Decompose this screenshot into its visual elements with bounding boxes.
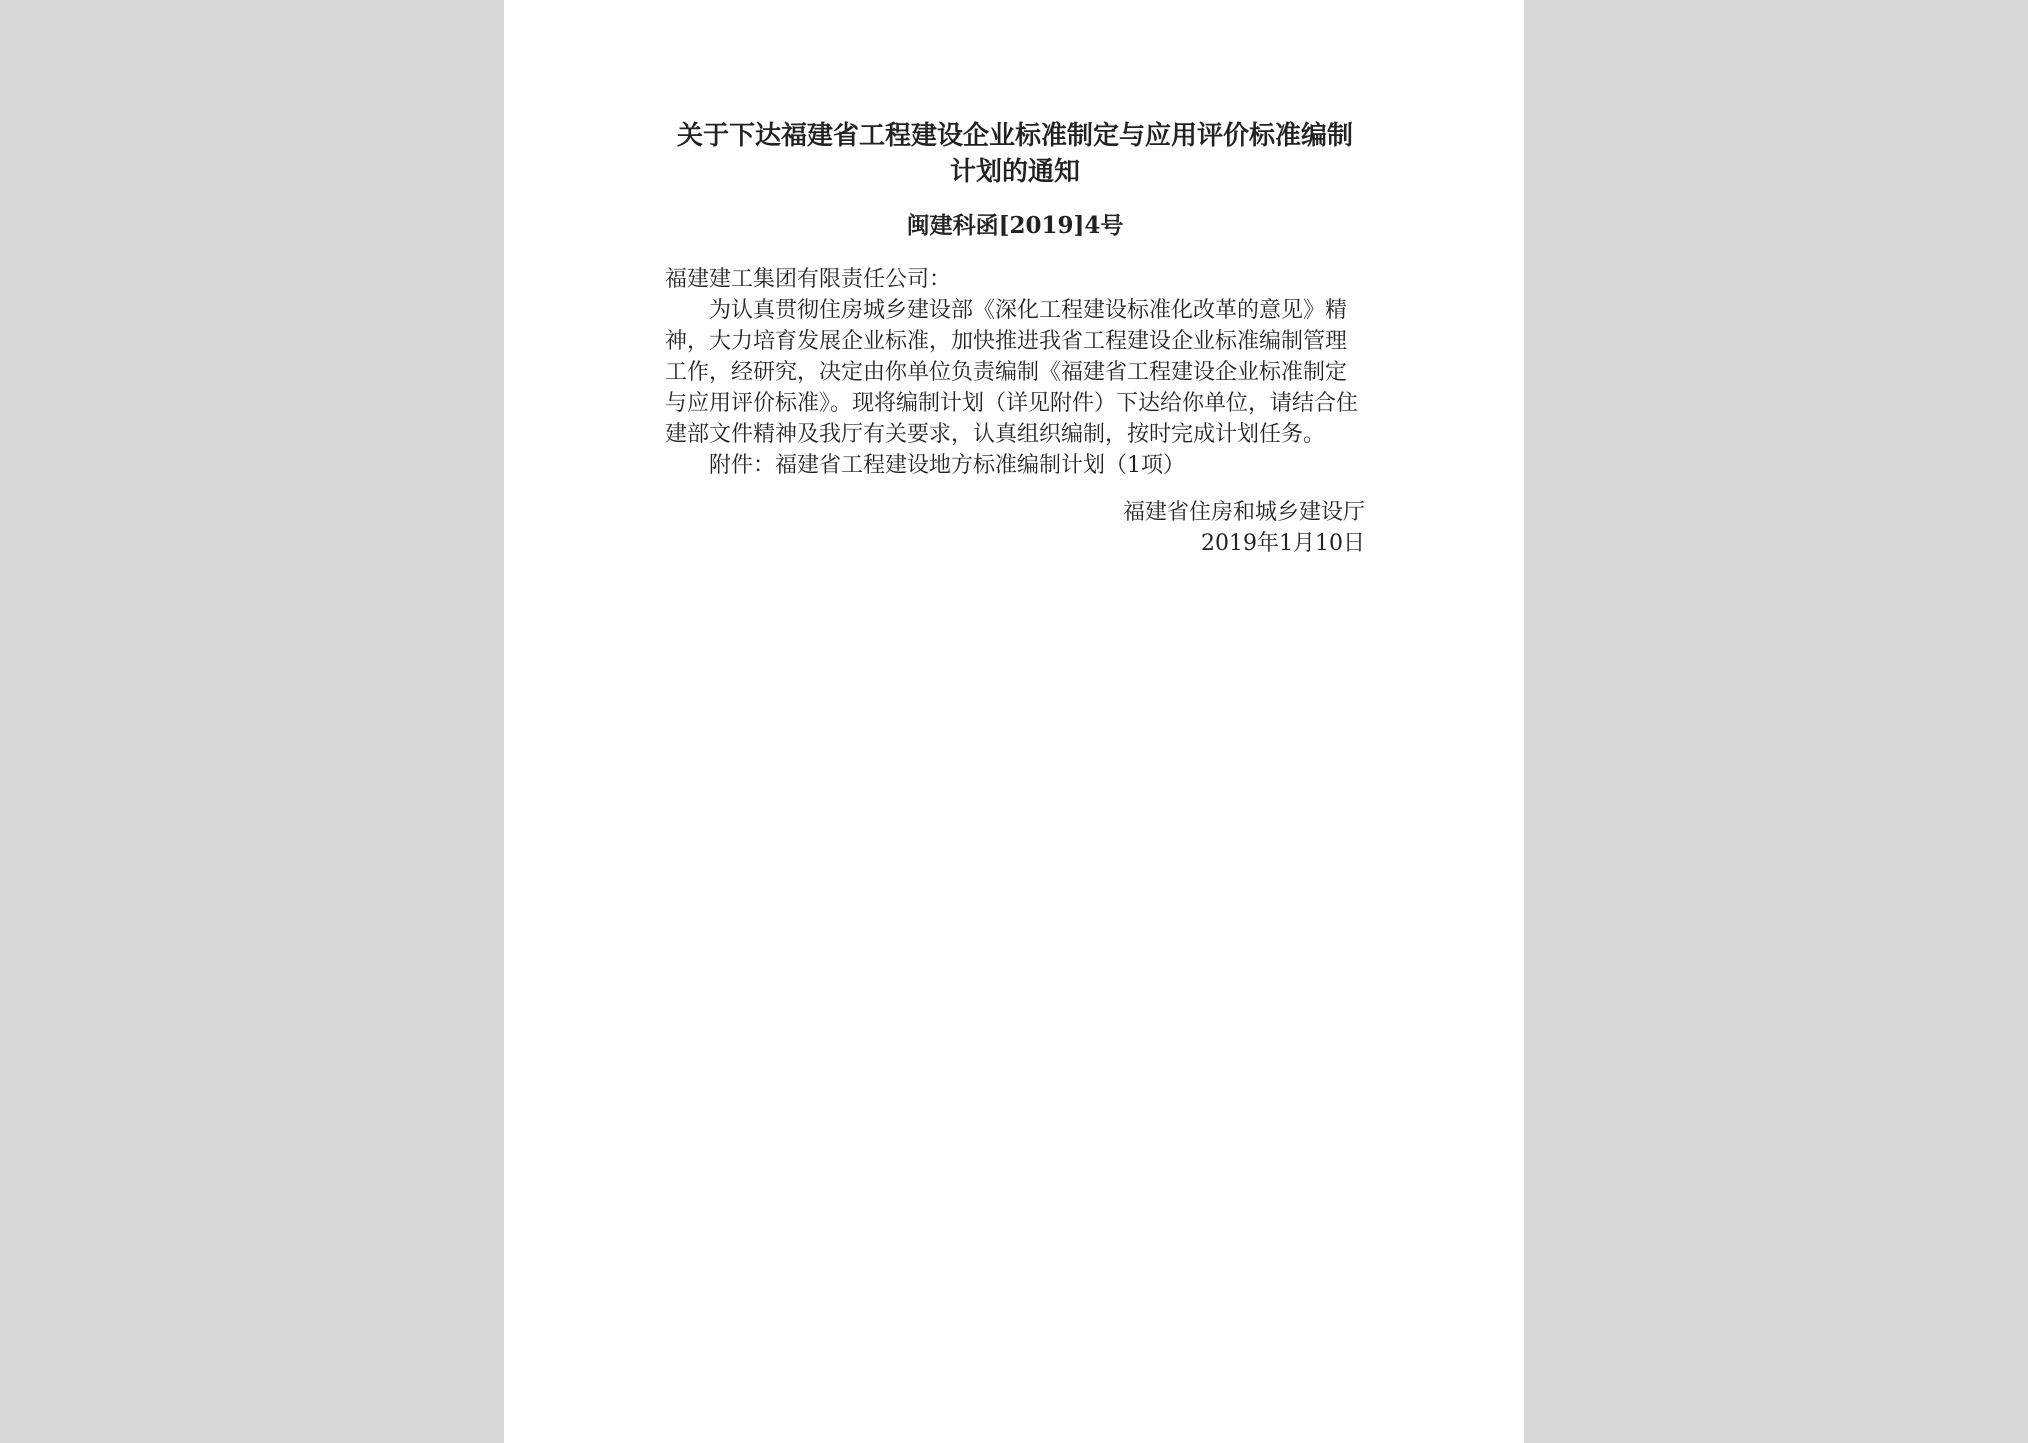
document-body bbox=[665, 264, 1365, 481]
document-number: 闽建科函[2019]4号 bbox=[906, 212, 1124, 239]
issuer-name: 福建省住房和城乡建设厅 bbox=[1122, 500, 1365, 525]
document-content bbox=[665, 118, 1365, 559]
issue-date: 2019年1月10日 bbox=[1201, 531, 1365, 556]
body-paragraph: 为认真贯彻住房城乡建设部《深化工程建设标准化改革的意见》精神，大力培育发展企业标准，加快推进我省工程建设企业标准编制管理工作，经研究，决定由你单位负责编制《福建省工程建设企业标准制定与应用评价标准》。现将编制计划（详见附件）下达给你单位，请结合住建部文件精神及我厅有关要求，认真组织编制，按时完成计划任务。 bbox=[665, 298, 1359, 447]
attachment-line: 附件：福建省工程建设地方标准编制计划（1项） bbox=[709, 453, 1185, 478]
recipient-line: 福建建工集团有限责任公司： bbox=[665, 267, 952, 292]
document-title: 关于下达福建省工程建设企业标准制定与应用评价标准编制计划的通知 bbox=[676, 121, 1353, 187]
document-page bbox=[504, 0, 1524, 1443]
signature-block bbox=[665, 497, 1365, 559]
